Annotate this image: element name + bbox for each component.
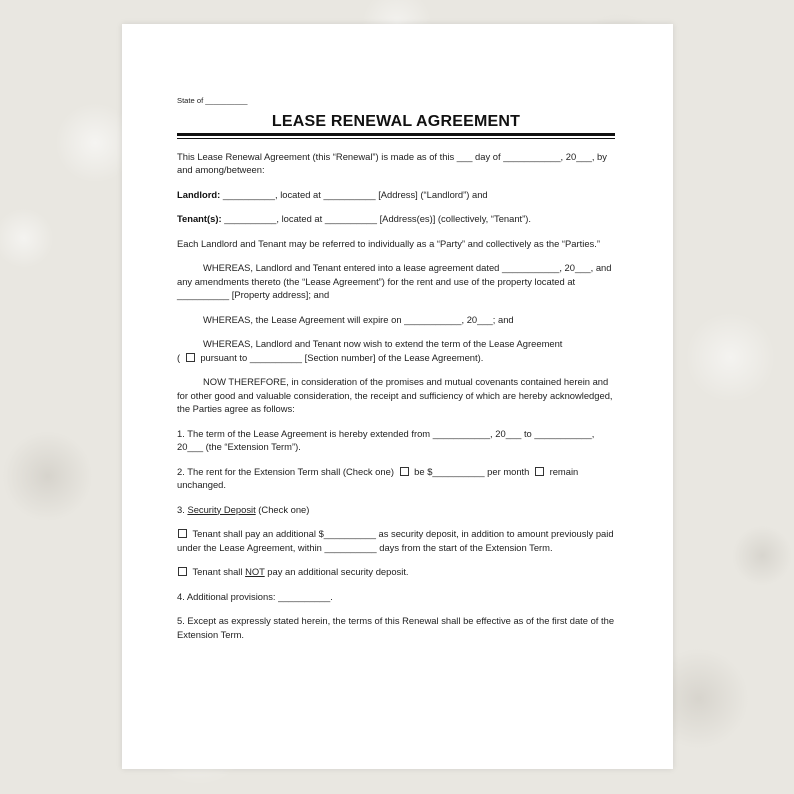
rent-new-checkbox[interactable] bbox=[400, 467, 409, 476]
deposit-option-2 bbox=[177, 565, 615, 579]
intro-paragraph: This Lease Renewal Agreement (this “Renewal”) is made as of this ___ day of ___________, 20___, by and among/between: bbox=[177, 150, 607, 175]
whereas-1: WHEREAS, Landlord and Tenant entered into a lease agreement dated ___________, 20___, and any amendments thereto (the “Lease Agreement”) for the rent and use of the property located at __________ [Property address]; and bbox=[177, 262, 612, 300]
clause-3-check: (Check one) bbox=[255, 503, 310, 515]
deposit-option-1 bbox=[177, 527, 615, 554]
clause-2 bbox=[177, 465, 615, 492]
landlord-label: Landlord: bbox=[177, 188, 221, 200]
deposit-pay-checkbox[interactable] bbox=[178, 529, 187, 538]
deposit-option-1-text: Tenant shall pay an additional $__________ as security deposit, in addition to amount previously paid under the Lease Agreement, within __________ days from the start of the Extension Term. bbox=[177, 528, 614, 553]
tenant-label: Tenant(s): bbox=[177, 213, 222, 224]
clause-2-text: 2. The rent for the Extension Term shall (Check one) bbox=[177, 465, 394, 477]
deposit-option-2-not: NOT bbox=[245, 566, 265, 577]
parties-paragraph: Each Landlord and Tenant may be referred to individually as a “Party” and collectively as the “Parties.” bbox=[177, 237, 600, 249]
document-title: LEASE RENEWAL AGREEMENT bbox=[271, 112, 521, 130]
extend-checkbox[interactable] bbox=[186, 353, 195, 362]
clause-5: 5. Except as expressly stated herein, the terms of this Renewal shall be effective as of the first date of the Extension Term. bbox=[177, 615, 615, 640]
rent-unchanged-checkbox[interactable] bbox=[535, 467, 544, 476]
clause-4: 4. Additional provisions: __________. bbox=[177, 590, 333, 602]
deposit-option-2-text-a: Tenant shall bbox=[192, 566, 246, 577]
deposit-none-checkbox[interactable] bbox=[178, 567, 187, 576]
title-rule bbox=[177, 133, 615, 139]
clause-3-heading: Security Deposit bbox=[187, 503, 256, 515]
tenant-text: __________, located at __________ [Address(es)] (collectively, “Tenant”). bbox=[221, 213, 532, 224]
clause-3-number: 3. bbox=[177, 503, 188, 515]
whereas-2: WHEREAS, the Lease Agreement will expire on ___________, 20___; and bbox=[203, 313, 514, 325]
whereas-3-paren: ( bbox=[177, 351, 181, 363]
tenant-line bbox=[177, 212, 615, 226]
landlord-text: __________, located at __________ [Address] (“Landlord”) and bbox=[220, 188, 488, 200]
deposit-option-2-text-b: pay an additional security deposit. bbox=[264, 566, 409, 577]
state-line: State of __________ bbox=[177, 96, 248, 105]
now-therefore-paragraph: NOW THEREFORE, in consideration of the promises and mutual covenants contained herein and for other good and valuable consideration, the receipt and sufficiency of which are hereby acknowledged, the Parties agree as follows: bbox=[177, 376, 613, 414]
whereas-3-line-1: WHEREAS, Landlord and Tenant now wish to extend the term of the Lease Agreement bbox=[203, 338, 563, 349]
landlord-line bbox=[177, 188, 615, 202]
whereas-3-text: pursuant to __________ [Section number] of the Lease Agreement). bbox=[200, 351, 484, 363]
clause-3 bbox=[177, 503, 615, 517]
clause-1: 1. The term of the Lease Agreement is hereby extended from ___________, 20___ to ___________, 20___ (the “Extension Term”). bbox=[177, 427, 595, 452]
whereas-3-line-2 bbox=[177, 351, 615, 365]
document-page bbox=[122, 24, 673, 769]
clause-2-rent-option: be $__________ per month bbox=[414, 465, 530, 477]
document-body bbox=[177, 94, 615, 641]
clause-2-unchanged-option: remain unchanged. bbox=[177, 465, 579, 490]
